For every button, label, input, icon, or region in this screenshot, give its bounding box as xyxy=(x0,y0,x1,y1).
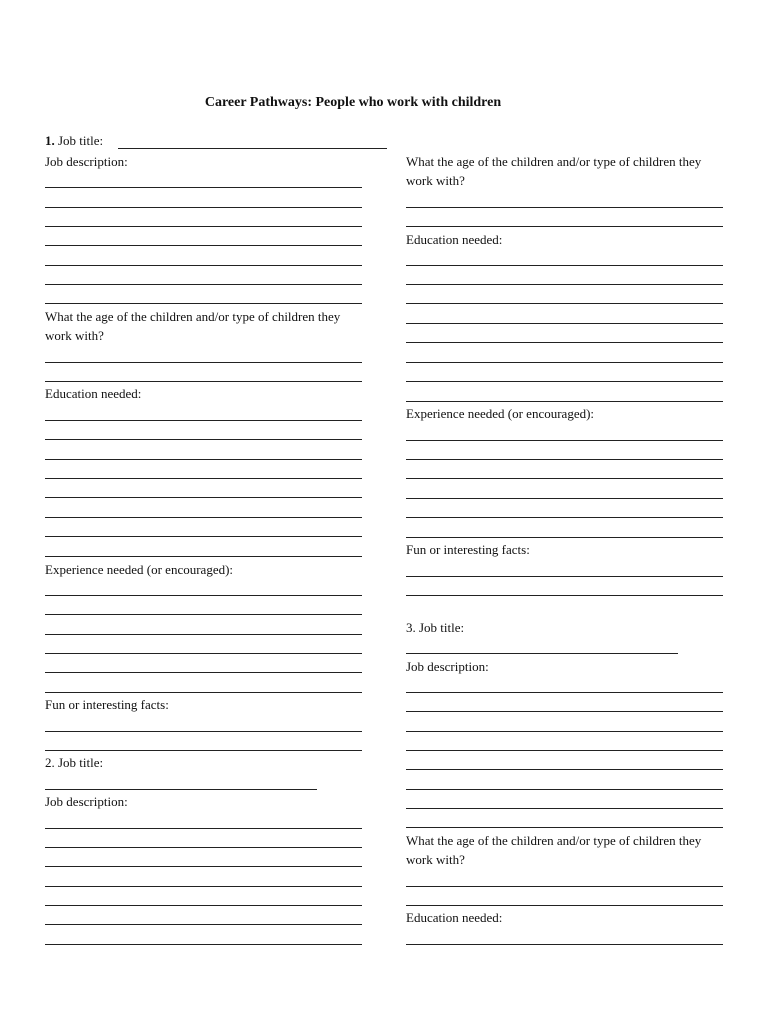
job2-education-line[interactable] xyxy=(406,401,723,402)
job2-description-line[interactable] xyxy=(45,886,362,887)
job2-education-line[interactable] xyxy=(406,342,723,343)
job2-education-line[interactable] xyxy=(406,381,723,382)
job3-description-line[interactable] xyxy=(406,750,723,751)
job2-experience-line[interactable] xyxy=(406,517,723,518)
job1-experience-line[interactable] xyxy=(45,653,362,654)
job3-age-label: What the age of the children and/or type of children they work with? xyxy=(406,833,702,867)
job1-education-line[interactable] xyxy=(45,459,362,460)
job1-description-line[interactable] xyxy=(45,284,362,285)
job2-facts-line[interactable] xyxy=(406,595,723,596)
job1-experience-line[interactable] xyxy=(45,692,362,693)
job1-description-label: Job description: xyxy=(45,154,128,169)
job3-title-label: 3. Job title: xyxy=(406,620,465,635)
job2-experience-line[interactable] xyxy=(406,459,723,460)
job2-facts-line[interactable] xyxy=(406,576,723,577)
job3-description-line[interactable] xyxy=(406,769,723,770)
job1-title-label xyxy=(45,133,103,149)
job1-description-line[interactable] xyxy=(45,303,362,304)
job1-age-label: What the age of the children and/or type of children they work with? xyxy=(45,309,341,343)
job1-description-line[interactable] xyxy=(45,207,362,208)
job2-description-line[interactable] xyxy=(45,924,362,925)
job2-description-line[interactable] xyxy=(45,944,362,945)
job3-education-label: Education needed: xyxy=(406,910,503,925)
job1-experience-label: Experience needed (or encouraged): xyxy=(45,562,234,577)
job3-description-line[interactable] xyxy=(406,789,723,790)
job1-education-label: Education needed: xyxy=(45,386,142,401)
job1-age-line[interactable] xyxy=(45,381,362,382)
job1-education-line[interactable] xyxy=(45,478,362,479)
job3-age-line[interactable] xyxy=(406,905,723,906)
job1-description-line[interactable] xyxy=(45,265,362,266)
job2-experience-line[interactable] xyxy=(406,440,723,441)
job2-age-label: What the age of the children and/or type of children they work with? xyxy=(406,154,702,188)
job2-education-line[interactable] xyxy=(406,362,723,363)
job2-description-line[interactable] xyxy=(45,847,362,848)
job3-description-line[interactable] xyxy=(406,827,723,828)
job3-education-line[interactable] xyxy=(406,944,723,945)
job3-age-line[interactable] xyxy=(406,886,723,887)
job3-description-line[interactable] xyxy=(406,808,723,809)
job1-education-line[interactable] xyxy=(45,497,362,498)
job2-title-label: 2. Job title: xyxy=(45,755,104,770)
job1-title-text: Job title: xyxy=(54,133,104,148)
job1-experience-line[interactable] xyxy=(45,595,362,596)
job1-description-line[interactable] xyxy=(45,187,362,188)
job3-description-line[interactable] xyxy=(406,711,723,712)
job1-education-line[interactable] xyxy=(45,439,362,440)
job1-facts-line[interactable] xyxy=(45,731,362,732)
job3-description-line[interactable] xyxy=(406,692,723,693)
job1-description-line[interactable] xyxy=(45,245,362,246)
job3-description-label: Job description: xyxy=(406,659,489,674)
job1-education-line[interactable] xyxy=(45,556,362,557)
job2-facts-label: Fun or interesting facts: xyxy=(406,542,530,557)
job2-education-line[interactable] xyxy=(406,284,723,285)
job1-experience-line[interactable] xyxy=(45,672,362,673)
job1-facts-line[interactable] xyxy=(45,750,362,751)
job2-description-line[interactable] xyxy=(45,866,362,867)
job1-facts-label: Fun or interesting facts: xyxy=(45,697,169,712)
page-title: Career Pathways: People who work with children xyxy=(204,95,502,110)
job2-experience-label: Experience needed (or encouraged): xyxy=(406,406,595,421)
job2-experience-line[interactable] xyxy=(406,498,723,499)
job2-education-line[interactable] xyxy=(406,303,723,304)
job2-age-line[interactable] xyxy=(406,207,723,208)
job1-title-line[interactable] xyxy=(118,148,387,149)
job2-experience-line[interactable] xyxy=(406,478,723,479)
job3-description-line[interactable] xyxy=(406,731,723,732)
job2-title-line[interactable] xyxy=(45,789,317,790)
job1-education-line[interactable] xyxy=(45,420,362,421)
job2-description-line[interactable] xyxy=(45,828,362,829)
job2-experience-line[interactable] xyxy=(406,537,723,538)
job1-description-line[interactable] xyxy=(45,226,362,227)
job1-age-line[interactable] xyxy=(45,362,362,363)
job2-description-line[interactable] xyxy=(45,905,362,906)
job2-education-line[interactable] xyxy=(406,265,723,266)
job2-education-label: Education needed: xyxy=(406,232,503,247)
job2-education-line[interactable] xyxy=(406,323,723,324)
job1-number: 1. xyxy=(45,133,55,148)
job3-title-line[interactable] xyxy=(406,653,678,654)
job1-education-line[interactable] xyxy=(45,517,362,518)
job2-age-line[interactable] xyxy=(406,226,723,227)
job1-experience-line[interactable] xyxy=(45,634,362,635)
job2-description-label: Job description: xyxy=(45,794,128,809)
job1-education-line[interactable] xyxy=(45,536,362,537)
job1-experience-line[interactable] xyxy=(45,614,362,615)
